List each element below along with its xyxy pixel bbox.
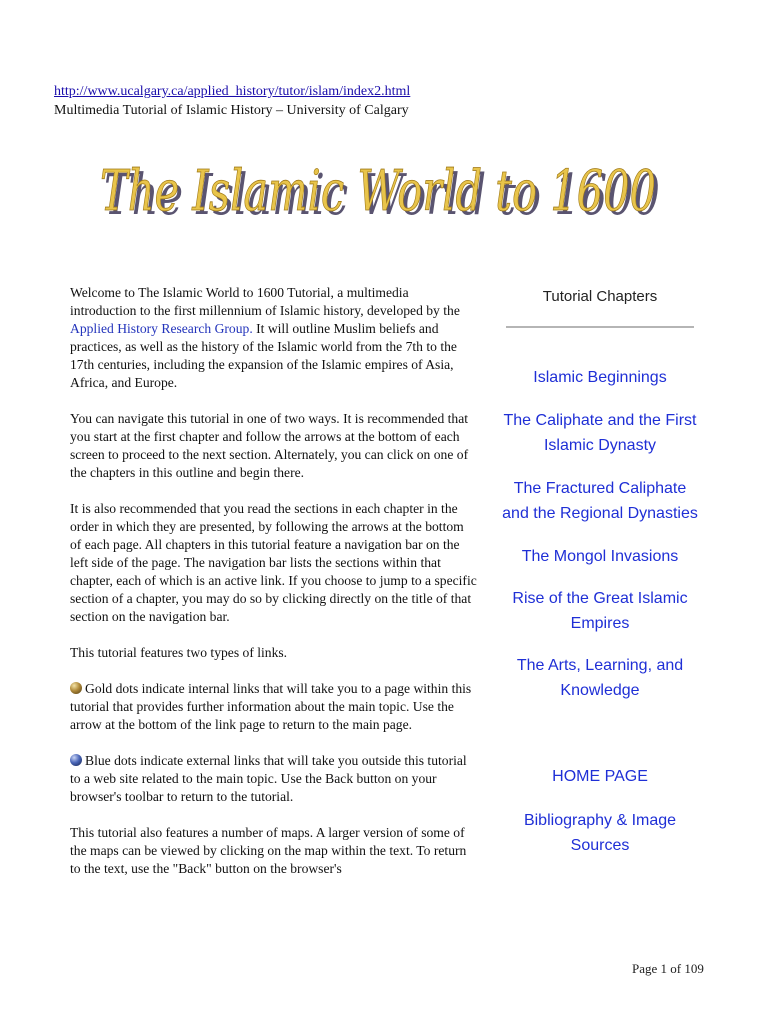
intro-paragraph-2: You can navigate this tutorial in one of two ways. It is recommended that you start at the first chapter and follow the arrows at the bottom of each screen to proceed to the next section. Alternately, you can click on one of the chapters in this outline and begin there. — [70, 411, 469, 480]
home-page-link[interactable]: HOME PAGE — [552, 768, 648, 785]
chapter-link-fractured-caliphate[interactable]: The Fractured Caliphate and the Regional Dynasties — [502, 480, 698, 522]
applied-history-link[interactable]: Applied History Research Group. — [70, 321, 253, 336]
source-url-link[interactable]: http://www.ucalgary.ca/applied_history/tutor/islam/index2.html — [54, 84, 411, 99]
chapter-link-caliphate-first-dynasty[interactable]: The Caliphate and the First Islamic Dynasty — [503, 412, 697, 454]
gold-dot-icon — [70, 682, 82, 694]
intro-paragraph-5: Gold dots indicate internal links that will take you to a page within this tutorial that provides further information about the main topic. Use the arrow at the bottom of the link page to return to the main page. — [70, 681, 472, 732]
banner-title: The Islamic World to 1600 — [100, 159, 656, 224]
bibliography-link[interactable]: Bibliography & Image Sources — [523, 812, 677, 854]
intro-text — [70, 284, 478, 896]
chapter-sidebar — [500, 286, 700, 858]
page-number: Page 1 of 109 — [632, 961, 704, 976]
intro-paragraph-7: This tutorial also features a number of maps. A larger version of some of the maps can be viewed by clicking on the map within the text. To return to the text, use the "Back" button on the browser's — [70, 825, 467, 876]
intro-paragraph-1: Welcome to The Islamic World to 1600 Tutorial, a multimedia introduction to the first millennium of Islamic history, developed by the Applied History Research Group. It will outline Muslim beliefs and practices, as well as the history of the Islamic world from the 7th to the 17th centuries, including the expansion of the Islamic empires of Asia, Africa, and Europe. — [70, 285, 460, 390]
banner-title-shadow: The Islamic World to 1600 — [104, 163, 660, 228]
intro-paragraph-6: Blue dots indicate external links that will take you outside this tutorial to a web site related to the main topic. Use the Back button on your browser's toolbar to return to the tutorial. — [70, 753, 467, 804]
sidebar-title: Tutorial Chapters — [542, 288, 658, 305]
chapter-link-islamic-beginnings[interactable]: Islamic Beginnings — [533, 369, 667, 386]
chapter-link-great-islamic-empires[interactable]: Rise of the Great Islamic Empires — [512, 590, 688, 632]
intro-paragraph-4: This tutorial features two types of links. — [70, 645, 288, 660]
title-banner — [98, 150, 668, 230]
source-description: Multimedia Tutorial of Islamic History – University of Calgary — [54, 103, 409, 118]
intro-paragraph-3: It is also recommended that you read the sections in each chapter in the order in which they are presented, by following the arrows at the bottom of each page. All chapters in this tutorial feature a navigation bar on the left side of the page. The navigation bar lists the sections within that chapter, each of which is an active link. If you choose to jump to a specific section of a chapter, you may do so by clicking directly on the title of that section on the navigation bar. — [70, 501, 477, 624]
sidebar-divider — [506, 326, 694, 328]
chapter-link-mongol-invasions[interactable]: The Mongol Invasions — [521, 548, 679, 565]
chapter-link-arts-learning[interactable]: The Arts, Learning, and Knowledge — [516, 657, 684, 699]
blue-dot-icon — [70, 754, 82, 766]
